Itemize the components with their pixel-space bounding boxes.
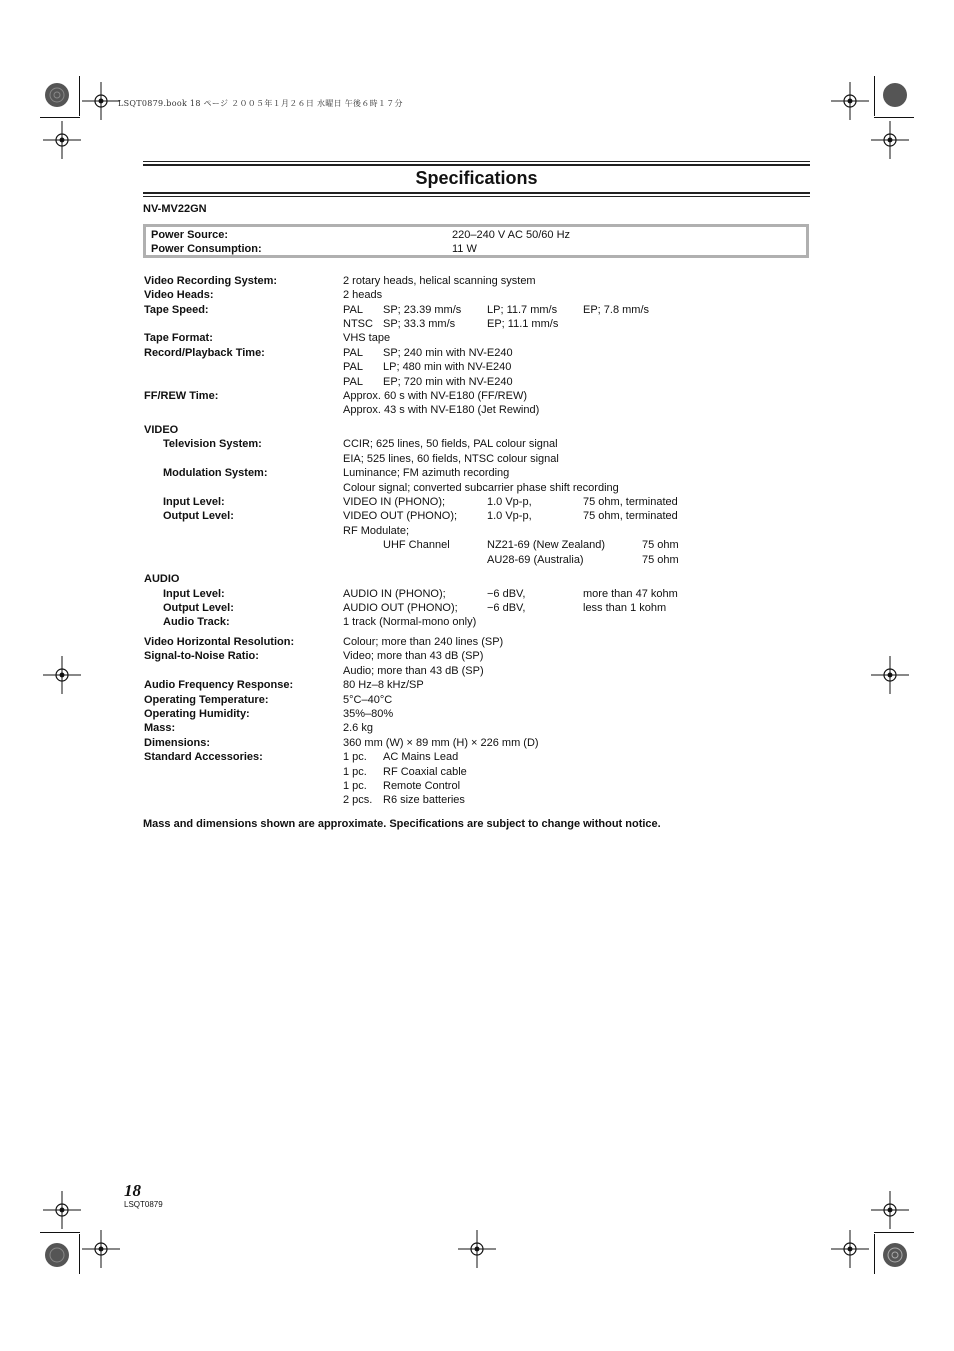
registration-dot-icon — [872, 1234, 916, 1278]
spec-value: VHS tape — [343, 332, 391, 344]
accessory-qty: 2 pcs. — [343, 794, 373, 806]
spec-value: PAL — [343, 347, 363, 359]
spec-label: Audio Frequency Response: — [144, 679, 294, 691]
spec-value: 1 track (Normal-mono only) — [343, 616, 477, 628]
spec-value: EP; 7.8 mm/s — [583, 304, 650, 316]
spec-value: less than 1 kohm — [583, 602, 667, 614]
title-rule-top-thick — [143, 164, 810, 166]
model-number: NV-MV22GN — [143, 203, 207, 215]
page-number: 18 — [124, 1181, 141, 1200]
spec-label: Video Recording System: — [144, 275, 278, 287]
crosshair-icon — [43, 121, 81, 159]
spec-value: 2.6 kg — [343, 722, 373, 734]
power-source-value: 220–240 V AC 50/60 Hz — [452, 229, 571, 241]
spec-label: FF/REW Time: — [144, 390, 219, 402]
spec-value: SP; 240 min with NV-E240 — [383, 347, 513, 359]
spec-value: LP; 11.7 mm/s — [487, 304, 558, 316]
power-consumption-value: 11 W — [452, 243, 477, 255]
spec-label: Audio Track: — [163, 616, 230, 628]
accessory-qty: 1 pc. — [343, 766, 367, 778]
spec-value: SP; 33.3 mm/s — [383, 318, 456, 330]
section-heading-audio: AUDIO — [144, 573, 180, 585]
power-box — [143, 224, 809, 258]
spec-label: Output Level: — [163, 510, 234, 522]
spec-value: AUDIO OUT (PHONO); — [343, 602, 458, 614]
spec-label: Video Heads: — [144, 289, 214, 301]
spec-value: 2 heads — [343, 289, 383, 301]
spec-value: SP; 23.39 mm/s — [383, 304, 462, 316]
spec-value: AU28-69 (Australia) — [487, 554, 584, 566]
spec-value: EP; 720 min with NV-E240 — [383, 376, 513, 388]
spec-value: 35%–80% — [343, 708, 394, 720]
spec-value: EIA; 525 lines, 60 fields, NTSC colour signal — [343, 453, 559, 465]
accessory-name: AC Mains Lead — [383, 751, 459, 763]
spec-value: Video; more than 43 dB (SP) — [343, 650, 484, 662]
crosshair-icon — [43, 656, 81, 694]
spec-label: Operating Temperature: — [144, 694, 269, 706]
title-rule-top — [143, 161, 810, 162]
spec-value: 75 ohm, terminated — [583, 496, 678, 508]
crosshair-icon — [82, 1230, 120, 1268]
crosshair-icon — [831, 1230, 869, 1268]
spec-label: Standard Accessories: — [144, 751, 263, 763]
spec-value: 1.0 Vp-p, — [487, 496, 532, 508]
crosshair-icon — [458, 1230, 496, 1268]
accessory-name: RF Coaxial cable — [383, 766, 467, 778]
spec-label: Input Level: — [163, 496, 225, 508]
spec-label: Tape Format: — [144, 332, 213, 344]
spec-value: LP; 480 min with NV-E240 — [383, 361, 512, 373]
accessory-qty: 1 pc. — [343, 751, 367, 763]
spec-value: Audio; more than 43 dB (SP) — [343, 665, 484, 677]
crop-line — [40, 117, 80, 118]
spec-value: Luminance; FM azimuth recording — [343, 467, 510, 479]
spec-value: 2 rotary heads, helical scanning system — [343, 275, 536, 287]
accessory-qty: 1 pc. — [343, 780, 367, 792]
crop-line — [874, 1232, 914, 1233]
spec-value: PAL — [343, 304, 363, 316]
spec-value: NTSC — [343, 318, 373, 330]
section-heading-video: VIDEO — [144, 424, 179, 436]
power-consumption-label: Power Consumption: — [151, 243, 262, 255]
title-rule-bottom — [143, 196, 810, 197]
spec-value: CCIR; 625 lines, 50 fields, PAL colour signal — [343, 438, 558, 450]
crop-line — [874, 117, 914, 118]
crop-line — [79, 1234, 80, 1274]
registration-dot-icon — [872, 70, 916, 114]
file-header: LSQT0879.book 18 ページ ２００５年１月２６日 水曜日 午後６時１７分 — [118, 99, 403, 108]
spec-value: VIDEO OUT (PHONO); — [343, 510, 458, 522]
title-rule-bottom-thick — [143, 192, 810, 194]
registration-dot-icon — [38, 1234, 82, 1278]
spec-value: RF Modulate; — [343, 525, 410, 537]
spec-value: 80 Hz–8 kHz/SP — [343, 679, 424, 691]
crop-line — [874, 76, 875, 116]
spec-value: 360 mm (W) × 89 mm (H) × 226 mm (D) — [343, 737, 539, 749]
spec-label: Modulation System: — [163, 467, 268, 479]
spec-value: −6 dBV, — [487, 588, 526, 600]
spec-value: 5°C–40°C — [343, 694, 393, 706]
spec-label: Mass: — [144, 722, 176, 734]
crop-line — [40, 1232, 80, 1233]
spec-label: Record/Playback Time: — [144, 347, 265, 359]
spec-value: Colour; more than 240 lines (SP) — [343, 636, 504, 648]
spec-value: 75 ohm, terminated — [583, 510, 678, 522]
crosshair-icon — [82, 82, 120, 120]
spec-value: PAL — [343, 361, 363, 373]
crosshair-icon — [831, 82, 869, 120]
spec-value: Colour signal; converted subcarrier phase shift recording — [343, 482, 619, 494]
spec-value: 75 ohm — [642, 539, 679, 551]
spec-label: Output Level: — [163, 602, 234, 614]
registration-dot-icon — [38, 70, 82, 114]
spec-value: 1.0 Vp-p, — [487, 510, 532, 522]
spec-value: more than 47 kohm — [583, 588, 678, 600]
spec-value: Approx. 60 s with NV-E180 (FF/REW) — [343, 390, 527, 402]
spec-value: PAL — [343, 376, 363, 388]
spec-value: −6 dBV, — [487, 602, 526, 614]
spec-value: 75 ohm — [642, 554, 679, 566]
crosshair-icon — [871, 656, 909, 694]
accessory-name: Remote Control — [383, 780, 461, 792]
spec-label: Input Level: — [163, 588, 225, 600]
crosshair-icon — [871, 1191, 909, 1229]
spec-value: UHF Channel — [383, 539, 450, 551]
spec-value: VIDEO IN (PHONO); — [343, 496, 446, 508]
spec-label: Operating Humidity: — [144, 708, 250, 720]
crosshair-icon — [871, 121, 909, 159]
spec-label: Television System: — [163, 438, 262, 450]
spec-label: Tape Speed: — [144, 304, 209, 316]
page-title: Specifications — [415, 168, 538, 188]
spec-label: Signal-to-Noise Ratio: — [144, 650, 259, 662]
crop-line — [79, 76, 80, 116]
spec-label: Video Horizontal Resolution: — [144, 636, 295, 648]
power-source-label: Power Source: — [151, 229, 229, 241]
spec-value: Approx. 43 s with NV-E180 (Jet Rewind) — [343, 404, 540, 416]
accessory-name: R6 size batteries — [383, 794, 465, 806]
spec-value: EP; 11.1 mm/s — [487, 318, 559, 330]
footer-note: Mass and dimensions shown are approximate. Specifications are subject to change without notice. — [143, 818, 661, 830]
spec-value: NZ21-69 (New Zealand) — [487, 539, 605, 551]
spec-value: AUDIO IN (PHONO); — [343, 588, 446, 600]
spec-label: Dimensions: — [144, 737, 211, 749]
document-code: LSQT0879 — [124, 1200, 163, 1209]
crop-line — [874, 1234, 875, 1274]
crosshair-icon — [43, 1191, 81, 1229]
